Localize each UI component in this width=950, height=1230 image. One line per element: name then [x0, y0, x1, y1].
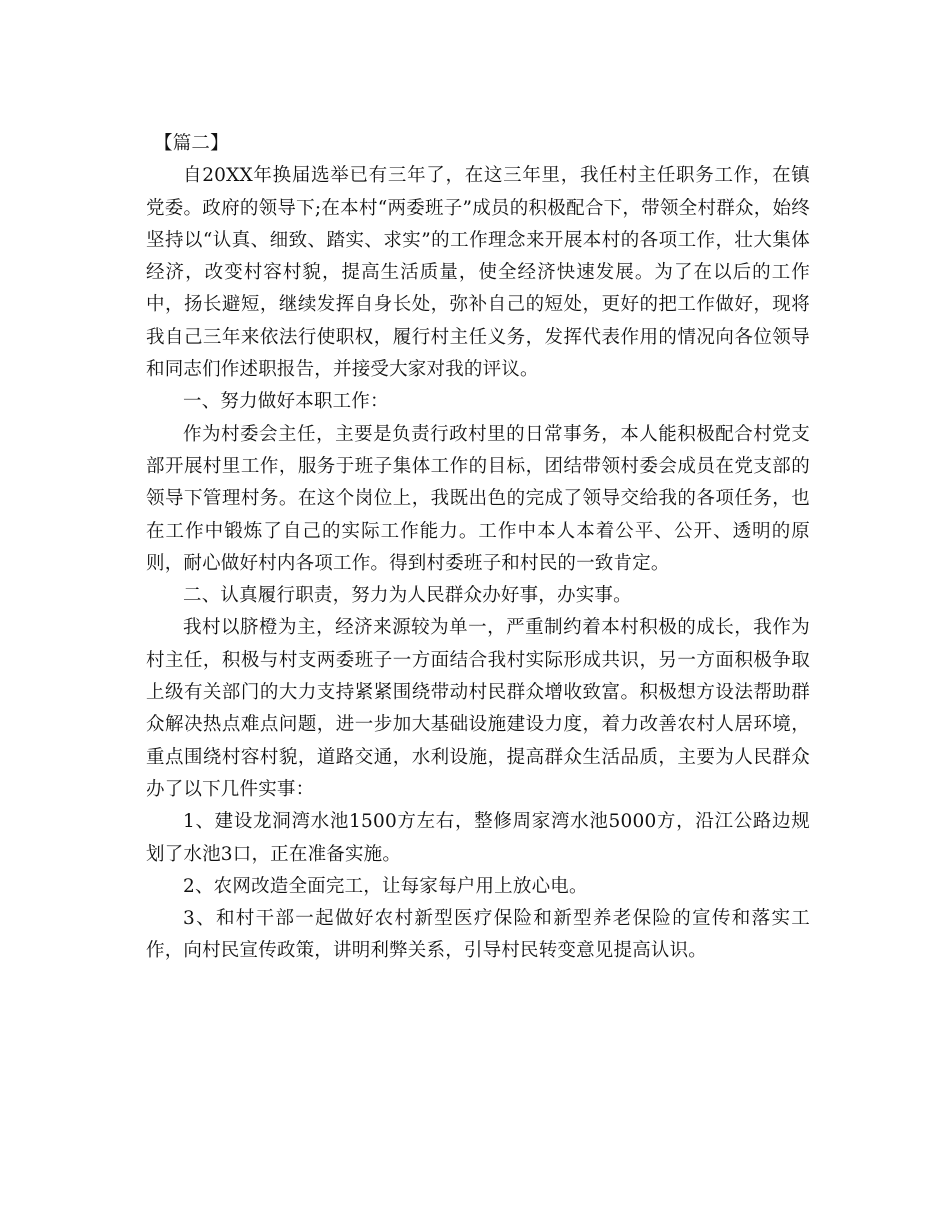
- list-item-2: 2、农网改造全面完工，让每家每户用上放心电。: [183, 875, 588, 897]
- paragraph-duties: 作为村委会主任，主要是负责行政村里的日常事务，本人能积极配合村党支部开展村里工作，服务于班子集体工作的目标，团结带领村委会成员在党支部的领导下管理村务。在这个岗位上，我既出色的完成了领导交给我的各项任务，也在工作中锻炼了自己的实际工作能力。工作中本人本着公平、公开、透明的原则，耐心做好村内各项工作。得到村委班子和村民的一致肯定。: [146, 423, 810, 574]
- list-item-3: 3、和村干部一起做好农村新型医疗保险和新型养老保险的宣传和落实工作，向村民宣传政策，讲明利弊关系，引导村民转变意见提高认识。: [146, 908, 810, 962]
- paragraph-actions: 我村以脐橙为主，经济来源较为单一，严重制约着本村积极的成长，我作为村主任，积极与村支两委班子一方面结合我村实际形成共识，另一方面积极争取上级有关部门的大力支持紧紧围绕带动村民群众增收致富。积极想方设法帮助群众解决热点难点问题，进一步加大基础设施建设力度，着力改善农村人居环境，重点围绕村容村貌，道路交通，水利设施，提高群众生活品质，主要为人民群众办了以下几件实事：: [146, 617, 810, 800]
- document-page: [146, 128, 810, 968]
- section-title: 【篇二】: [154, 133, 229, 154]
- heading-one: 一、努力做好本职工作：: [183, 391, 389, 413]
- paragraph-intro: 自20XX年换届选举已有三年了，在这三年里，我任村主任职务工作，在镇党委。政府的领导下;在本村“两委班子”成员的积极配合下，带领全村群众，始终坚持以“认真、细致、踏实、求实”的工作理念来开展本村的各项工作，壮大集体经济，改变村容村貌，提高生活质量，使全经济快速发展。为了在以后的工作中，扬长避短，继续发挥自身长处，弥补自己的短处，更好的把工作做好，现将我自己三年来依法行使职权，履行村主任义务，发挥代表作用的情况向各位领导和同志们作述职报告，并接受大家对我的评议。: [146, 165, 810, 381]
- heading-two: 二、认真履行职责，努力为人民群众办好事，办实事。: [183, 585, 632, 607]
- list-item-1: 1、建设龙洞湾水池1500方左右，整修周家湾水池5000方，沿江公路边规划了水池3口，正在准备实施。: [146, 811, 810, 865]
